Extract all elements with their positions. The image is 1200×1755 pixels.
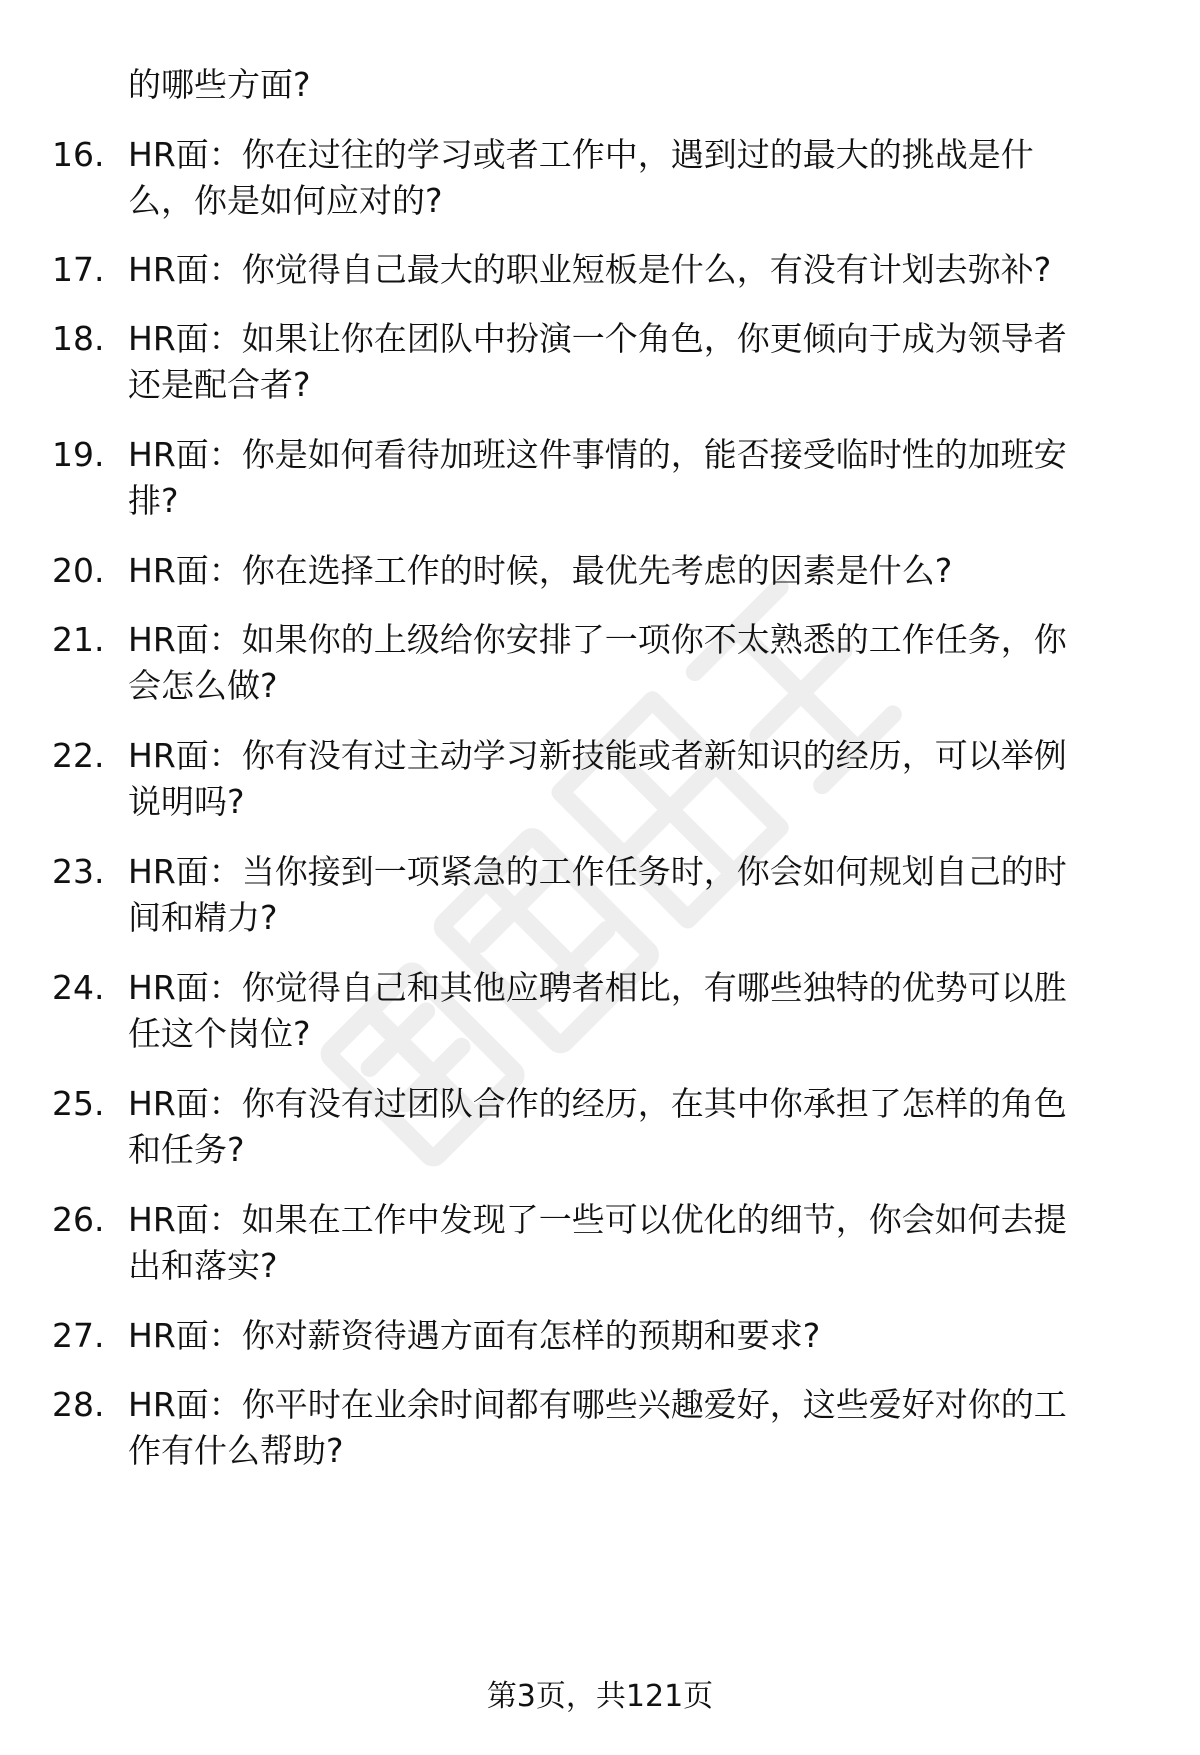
question-text-line: 还是配合者? [128, 365, 311, 404]
question-text-line: HR面：你觉得自己最大的职业短板是什么，有没有计划去弥补? [128, 250, 1052, 289]
question-text-line: HR面：你对薪资待遇方面有怎样的预期和要求? [128, 1316, 821, 1355]
question-text-line: HR面：你在选择工作的时候，最优先考虑的因素是什么? [128, 551, 953, 590]
question-number: 23. [52, 852, 105, 891]
continued-question-text: 的哪些方面? [128, 65, 311, 104]
question-text-line: HR面：如果让你在团队中扮演一个角色，你更倾向于成为领导者 [128, 319, 1067, 358]
question-text-line: 排? [128, 481, 179, 520]
question-text-line: 会怎么做? [128, 666, 278, 705]
question-number: 26. [52, 1200, 105, 1239]
question-number: 18. [52, 319, 105, 358]
question-number: 16. [52, 135, 105, 174]
question-text-line: HR面：你有没有过团队合作的经历，在其中你承担了怎样的角色 [128, 1084, 1067, 1123]
question-text-line: HR面：你是如何看待加班这件事情的，能否接受临时性的加班安 [128, 435, 1067, 474]
question-text-line: 任这个岗位? [128, 1014, 311, 1053]
question-text-line: HR面：你平时在业余时间都有哪些兴趣爱好，这些爱好对你的工 [128, 1385, 1067, 1424]
question-text-line: 么，你是如何应对的? [128, 181, 443, 220]
question-number: 27. [52, 1316, 105, 1355]
question-number: 22. [52, 736, 105, 775]
question-text-line: 说明吗? [128, 782, 245, 821]
question-number: 19. [52, 435, 105, 474]
question-number: 21. [52, 620, 105, 659]
question-text-line: HR面：当你接到一项紧急的工作任务时，你会如何规划自己的时 [128, 852, 1067, 891]
question-number: 24. [52, 968, 105, 1007]
question-text-line: HR面：你有没有过主动学习新技能或者新知识的经历，可以举例 [128, 736, 1067, 775]
question-number: 17. [52, 250, 105, 289]
page-footer: 第3页，共121页 [486, 1679, 714, 1714]
question-text-line: HR面：你觉得自己和其他应聘者相比，有哪些独特的优势可以胜 [128, 968, 1067, 1007]
question-number: 20. [52, 551, 105, 590]
question-text-line: 作有什么帮助? [128, 1431, 344, 1470]
question-text-line: HR面：如果在工作中发现了一些可以优化的细节，你会如何去提 [128, 1200, 1067, 1239]
question-number: 25. [52, 1084, 105, 1123]
question-text-line: HR面：如果你的上级给你安排了一项你不太熟悉的工作任务，你 [128, 620, 1067, 659]
question-text-line: 出和落实? [128, 1246, 278, 1285]
question-number: 28. [52, 1385, 105, 1424]
question-text-line: 间和精力? [128, 898, 278, 937]
question-text-line: HR面：你在过往的学习或者工作中，遇到过的最大的挑战是什 [128, 135, 1034, 174]
question-text-line: 和任务? [128, 1130, 245, 1169]
